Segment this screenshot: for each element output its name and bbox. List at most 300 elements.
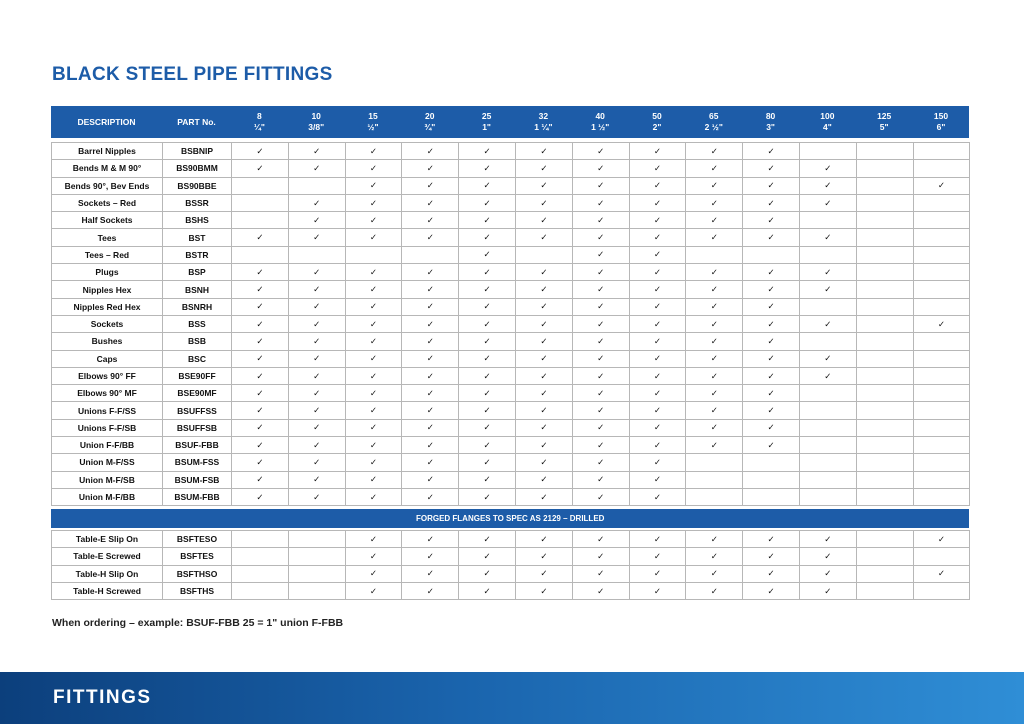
table-row: [52, 246, 970, 263]
header-size-9: 80 3": [742, 106, 799, 138]
footer-band: [0, 672, 1024, 724]
check-mark-cell: ✓: [913, 531, 970, 548]
check-mark-cell: ✓: [232, 488, 289, 505]
empty-cell: [856, 229, 913, 246]
check-mark-cell: ✓: [629, 333, 686, 350]
row-part-number: BSC: [163, 350, 232, 367]
header-size-11: 125 5": [856, 106, 913, 138]
check-mark-cell: ✓: [402, 264, 459, 281]
check-mark-cell: ✓: [459, 333, 516, 350]
check-mark-cell: ✓: [402, 315, 459, 332]
check-mark-cell: ✓: [572, 212, 629, 229]
check-mark-cell: ✓: [743, 160, 800, 177]
check-mark-cell: ✓: [629, 264, 686, 281]
check-mark-cell: ✓: [686, 143, 743, 160]
check-mark-cell: ✓: [402, 402, 459, 419]
check-mark-cell: ✓: [572, 160, 629, 177]
check-mark-cell: ✓: [345, 177, 402, 194]
empty-cell: [515, 246, 572, 263]
check-mark-cell: ✓: [686, 298, 743, 315]
check-mark-cell: ✓: [459, 212, 516, 229]
check-mark-cell: ✓: [402, 548, 459, 565]
check-mark-cell: ✓: [232, 367, 289, 384]
check-mark-cell: ✓: [799, 531, 856, 548]
empty-cell: [686, 488, 743, 505]
header-size-2: 15 ½": [345, 106, 402, 138]
row-description: Nipples Red Hex: [52, 298, 163, 315]
empty-cell: [913, 333, 970, 350]
check-mark-cell: ✓: [515, 194, 572, 211]
check-mark-cell: ✓: [288, 385, 345, 402]
check-mark-cell: ✓: [686, 177, 743, 194]
check-mark-cell: ✓: [459, 471, 516, 488]
check-mark-cell: ✓: [402, 437, 459, 454]
table-row: [52, 419, 970, 436]
check-mark-cell: ✓: [799, 350, 856, 367]
row-description: Unions F-F/SB: [52, 419, 163, 436]
check-mark-cell: ✓: [743, 143, 800, 160]
check-mark-cell: ✓: [288, 160, 345, 177]
check-mark-cell: ✓: [629, 212, 686, 229]
check-mark-cell: ✓: [232, 350, 289, 367]
empty-cell: [913, 264, 970, 281]
empty-cell: [288, 582, 345, 599]
row-part-number: BSE90FF: [163, 367, 232, 384]
check-mark-cell: ✓: [288, 488, 345, 505]
header-size-0: 8 ¼": [231, 106, 288, 138]
empty-cell: [232, 177, 289, 194]
empty-cell: [856, 419, 913, 436]
check-mark-cell: ✓: [232, 298, 289, 315]
check-mark-cell: ✓: [686, 315, 743, 332]
check-mark-cell: ✓: [459, 298, 516, 315]
check-mark-cell: ✓: [402, 350, 459, 367]
empty-cell: [232, 531, 289, 548]
empty-cell: [686, 454, 743, 471]
check-mark-cell: ✓: [288, 419, 345, 436]
empty-cell: [799, 143, 856, 160]
check-mark-cell: ✓: [572, 264, 629, 281]
check-mark-cell: ✓: [629, 565, 686, 582]
check-mark-cell: ✓: [288, 229, 345, 246]
row-description: Bushes: [52, 333, 163, 350]
row-description: Table-H Screwed: [52, 582, 163, 599]
check-mark-cell: ✓: [402, 212, 459, 229]
check-mark-cell: ✓: [459, 281, 516, 298]
check-mark-cell: ✓: [288, 333, 345, 350]
check-mark-cell: ✓: [402, 194, 459, 211]
table-row: [52, 548, 970, 565]
check-mark-cell: ✓: [402, 177, 459, 194]
row-part-number: BSFTES: [163, 548, 232, 565]
check-mark-cell: ✓: [515, 350, 572, 367]
check-mark-cell: ✓: [572, 548, 629, 565]
check-mark-cell: ✓: [402, 582, 459, 599]
empty-cell: [232, 246, 289, 263]
row-description: Nipples Hex: [52, 281, 163, 298]
check-mark-cell: ✓: [459, 367, 516, 384]
check-mark-cell: ✓: [743, 385, 800, 402]
header-size-8: 65 2 ½": [685, 106, 742, 138]
check-mark-cell: ✓: [402, 454, 459, 471]
empty-cell: [856, 565, 913, 582]
check-mark-cell: ✓: [799, 177, 856, 194]
check-mark-cell: ✓: [743, 212, 800, 229]
check-mark-cell: ✓: [345, 350, 402, 367]
check-mark-cell: ✓: [345, 315, 402, 332]
check-mark-cell: ✓: [345, 333, 402, 350]
check-mark-cell: ✓: [799, 548, 856, 565]
empty-cell: [232, 548, 289, 565]
row-part-number: BSB: [163, 333, 232, 350]
check-mark-cell: ✓: [743, 229, 800, 246]
check-mark-cell: ✓: [345, 367, 402, 384]
check-mark-cell: ✓: [743, 177, 800, 194]
row-part-number: BSP: [163, 264, 232, 281]
empty-cell: [913, 454, 970, 471]
check-mark-cell: ✓: [345, 160, 402, 177]
check-mark-cell: ✓: [402, 160, 459, 177]
empty-cell: [856, 402, 913, 419]
empty-cell: [799, 298, 856, 315]
header-size-10: 100 4": [799, 106, 856, 138]
check-mark-cell: ✓: [515, 402, 572, 419]
table-row: [52, 582, 970, 599]
page-title: BLACK STEEL PIPE FITTINGS: [52, 64, 333, 85]
check-mark-cell: ✓: [629, 454, 686, 471]
row-description: Elbows 90° MF: [52, 385, 163, 402]
check-mark-cell: ✓: [743, 333, 800, 350]
check-mark-cell: ✓: [799, 160, 856, 177]
check-mark-cell: ✓: [799, 367, 856, 384]
section-heading: FORGED FLANGES TO SPEC AS 2129 – DRILLED: [51, 509, 969, 528]
check-mark-cell: ✓: [345, 212, 402, 229]
empty-cell: [743, 454, 800, 471]
check-mark-cell: ✓: [743, 298, 800, 315]
table-row: [52, 565, 970, 582]
check-mark-cell: ✓: [232, 419, 289, 436]
check-mark-cell: ✓: [288, 367, 345, 384]
check-mark-cell: ✓: [515, 229, 572, 246]
check-mark-cell: ✓: [799, 194, 856, 211]
check-mark-cell: ✓: [629, 437, 686, 454]
check-mark-cell: ✓: [629, 385, 686, 402]
check-mark-cell: ✓: [288, 350, 345, 367]
table-row: [52, 488, 970, 505]
check-mark-cell: ✓: [799, 582, 856, 599]
check-mark-cell: ✓: [686, 437, 743, 454]
check-mark-cell: ✓: [232, 333, 289, 350]
table-row: [52, 143, 970, 160]
table-row: [52, 315, 970, 332]
check-mark-cell: ✓: [799, 315, 856, 332]
check-mark-cell: ✓: [345, 385, 402, 402]
row-part-number: BSNH: [163, 281, 232, 298]
check-mark-cell: ✓: [629, 531, 686, 548]
empty-cell: [232, 565, 289, 582]
check-mark-cell: ✓: [345, 419, 402, 436]
check-mark-cell: ✓: [515, 565, 572, 582]
table-row: [52, 402, 970, 419]
check-mark-cell: ✓: [743, 350, 800, 367]
row-description: Table-H Slip On: [52, 565, 163, 582]
check-mark-cell: ✓: [232, 264, 289, 281]
empty-cell: [856, 264, 913, 281]
check-mark-cell: ✓: [572, 582, 629, 599]
check-mark-cell: ✓: [572, 471, 629, 488]
check-mark-cell: ✓: [515, 281, 572, 298]
check-mark-cell: ✓: [232, 454, 289, 471]
check-mark-cell: ✓: [459, 143, 516, 160]
check-mark-cell: ✓: [402, 143, 459, 160]
check-mark-cell: ✓: [459, 385, 516, 402]
check-mark-cell: ✓: [572, 565, 629, 582]
header-part-no: PART No.: [162, 106, 231, 138]
check-mark-cell: ✓: [572, 281, 629, 298]
empty-cell: [913, 350, 970, 367]
row-description: Unions F-F/SS: [52, 402, 163, 419]
check-mark-cell: ✓: [459, 419, 516, 436]
row-part-number: BS90BMM: [163, 160, 232, 177]
check-mark-cell: ✓: [572, 229, 629, 246]
check-mark-cell: ✓: [288, 454, 345, 471]
check-mark-cell: ✓: [459, 246, 516, 263]
row-part-number: BSSR: [163, 194, 232, 211]
empty-cell: [856, 582, 913, 599]
row-part-number: BSHS: [163, 212, 232, 229]
check-mark-cell: ✓: [345, 488, 402, 505]
header-size-3: 20 ¾": [401, 106, 458, 138]
empty-cell: [799, 454, 856, 471]
check-mark-cell: ✓: [288, 264, 345, 281]
check-mark-cell: ✓: [572, 437, 629, 454]
check-mark-cell: ✓: [345, 531, 402, 548]
check-mark-cell: ✓: [686, 264, 743, 281]
check-mark-cell: ✓: [459, 531, 516, 548]
table-row: [52, 350, 970, 367]
empty-cell: [856, 315, 913, 332]
row-description: Union M-F/SB: [52, 471, 163, 488]
empty-cell: [913, 385, 970, 402]
check-mark-cell: ✓: [572, 454, 629, 471]
check-mark-cell: ✓: [402, 367, 459, 384]
check-mark-cell: ✓: [743, 548, 800, 565]
row-part-number: BSUFFSB: [163, 419, 232, 436]
check-mark-cell: ✓: [515, 488, 572, 505]
check-mark-cell: ✓: [572, 367, 629, 384]
check-mark-cell: ✓: [686, 582, 743, 599]
check-mark-cell: ✓: [572, 531, 629, 548]
empty-cell: [913, 582, 970, 599]
empty-cell: [856, 160, 913, 177]
table-row: [52, 454, 970, 471]
check-mark-cell: ✓: [232, 471, 289, 488]
check-mark-cell: ✓: [288, 315, 345, 332]
check-mark-cell: ✓: [629, 281, 686, 298]
empty-cell: [913, 548, 970, 565]
row-part-number: BSE90MF: [163, 385, 232, 402]
empty-cell: [288, 548, 345, 565]
check-mark-cell: ✓: [459, 488, 516, 505]
empty-cell: [232, 194, 289, 211]
check-mark-cell: ✓: [232, 160, 289, 177]
empty-cell: [686, 246, 743, 263]
check-mark-cell: ✓: [686, 333, 743, 350]
table-header: [51, 106, 969, 138]
header-description: DESCRIPTION: [51, 106, 162, 138]
check-mark-cell: ✓: [572, 333, 629, 350]
check-mark-cell: ✓: [686, 565, 743, 582]
empty-cell: [799, 419, 856, 436]
footer-label: FITTINGS: [53, 687, 152, 708]
table-row: [52, 531, 970, 548]
check-mark-cell: ✓: [345, 548, 402, 565]
empty-cell: [913, 143, 970, 160]
check-mark-cell: ✓: [799, 264, 856, 281]
check-mark-cell: ✓: [345, 143, 402, 160]
empty-cell: [913, 488, 970, 505]
flanges-section-header: [51, 509, 969, 528]
row-description: Table-E Screwed: [52, 548, 163, 565]
check-mark-cell: ✓: [686, 385, 743, 402]
empty-cell: [288, 531, 345, 548]
row-description: Bends 90°, Bev Ends: [52, 177, 163, 194]
fittings-table: [51, 142, 970, 506]
row-description: Tees – Red: [52, 246, 163, 263]
check-mark-cell: ✓: [345, 454, 402, 471]
check-mark-cell: ✓: [799, 229, 856, 246]
header-size-6: 40 1 ½": [572, 106, 629, 138]
check-mark-cell: ✓: [743, 315, 800, 332]
empty-cell: [345, 246, 402, 263]
check-mark-cell: ✓: [288, 281, 345, 298]
row-description: Bends M & M 90°: [52, 160, 163, 177]
check-mark-cell: ✓: [743, 367, 800, 384]
empty-cell: [856, 298, 913, 315]
empty-cell: [856, 385, 913, 402]
check-mark-cell: ✓: [288, 471, 345, 488]
row-description: Caps: [52, 350, 163, 367]
check-mark-cell: ✓: [686, 212, 743, 229]
row-part-number: BSS: [163, 315, 232, 332]
check-mark-cell: ✓: [686, 229, 743, 246]
check-mark-cell: ✓: [459, 402, 516, 419]
check-mark-cell: ✓: [629, 194, 686, 211]
header-size-12: 150 6": [913, 106, 970, 138]
check-mark-cell: ✓: [686, 194, 743, 211]
check-mark-cell: ✓: [743, 281, 800, 298]
row-description: Union M-F/BB: [52, 488, 163, 505]
check-mark-cell: ✓: [515, 315, 572, 332]
table-row: [52, 177, 970, 194]
empty-cell: [743, 471, 800, 488]
empty-cell: [799, 385, 856, 402]
check-mark-cell: ✓: [743, 194, 800, 211]
row-description: Table-E Slip On: [52, 531, 163, 548]
check-mark-cell: ✓: [515, 160, 572, 177]
table-row: [52, 194, 970, 211]
row-part-number: BSBNIP: [163, 143, 232, 160]
check-mark-cell: ✓: [288, 437, 345, 454]
check-mark-cell: ✓: [743, 437, 800, 454]
empty-cell: [402, 246, 459, 263]
check-mark-cell: ✓: [913, 565, 970, 582]
table-row: [52, 367, 970, 384]
empty-cell: [913, 194, 970, 211]
row-description: Sockets – Red: [52, 194, 163, 211]
check-mark-cell: ✓: [345, 298, 402, 315]
check-mark-cell: ✓: [572, 350, 629, 367]
check-mark-cell: ✓: [402, 419, 459, 436]
empty-cell: [913, 212, 970, 229]
check-mark-cell: ✓: [345, 437, 402, 454]
check-mark-cell: ✓: [232, 402, 289, 419]
check-mark-cell: ✓: [515, 471, 572, 488]
check-mark-cell: ✓: [629, 246, 686, 263]
check-mark-cell: ✓: [629, 488, 686, 505]
empty-cell: [913, 402, 970, 419]
check-mark-cell: ✓: [459, 264, 516, 281]
check-mark-cell: ✓: [402, 471, 459, 488]
check-mark-cell: ✓: [743, 264, 800, 281]
empty-cell: [743, 246, 800, 263]
empty-cell: [232, 212, 289, 229]
empty-cell: [856, 350, 913, 367]
check-mark-cell: ✓: [743, 402, 800, 419]
empty-cell: [913, 246, 970, 263]
check-mark-cell: ✓: [572, 419, 629, 436]
check-mark-cell: ✓: [515, 298, 572, 315]
check-mark-cell: ✓: [459, 350, 516, 367]
empty-cell: [913, 437, 970, 454]
row-part-number: BSUM-FBB: [163, 488, 232, 505]
check-mark-cell: ✓: [459, 582, 516, 599]
check-mark-cell: ✓: [572, 246, 629, 263]
row-part-number: BSFTHSO: [163, 565, 232, 582]
row-description: Sockets: [52, 315, 163, 332]
check-mark-cell: ✓: [629, 298, 686, 315]
row-description: Union M-F/SS: [52, 454, 163, 471]
table-row: [52, 385, 970, 402]
check-mark-cell: ✓: [402, 229, 459, 246]
empty-cell: [856, 246, 913, 263]
check-mark-cell: ✓: [629, 315, 686, 332]
check-mark-cell: ✓: [572, 194, 629, 211]
check-mark-cell: ✓: [232, 437, 289, 454]
header-size-7: 50 2": [629, 106, 686, 138]
row-description: Elbows 90° FF: [52, 367, 163, 384]
row-part-number: BSFTHS: [163, 582, 232, 599]
check-mark-cell: ✓: [288, 402, 345, 419]
check-mark-cell: ✓: [686, 367, 743, 384]
check-mark-cell: ✓: [629, 367, 686, 384]
check-mark-cell: ✓: [686, 548, 743, 565]
check-mark-cell: ✓: [913, 315, 970, 332]
check-mark-cell: ✓: [459, 229, 516, 246]
table-row: [52, 437, 970, 454]
row-part-number: BSUFFSS: [163, 402, 232, 419]
check-mark-cell: ✓: [345, 264, 402, 281]
check-mark-cell: ✓: [743, 419, 800, 436]
table-row: [52, 229, 970, 246]
check-mark-cell: ✓: [743, 531, 800, 548]
empty-cell: [799, 402, 856, 419]
empty-cell: [288, 246, 345, 263]
check-mark-cell: ✓: [345, 194, 402, 211]
empty-cell: [743, 488, 800, 505]
check-mark-cell: ✓: [799, 281, 856, 298]
check-mark-cell: ✓: [572, 385, 629, 402]
